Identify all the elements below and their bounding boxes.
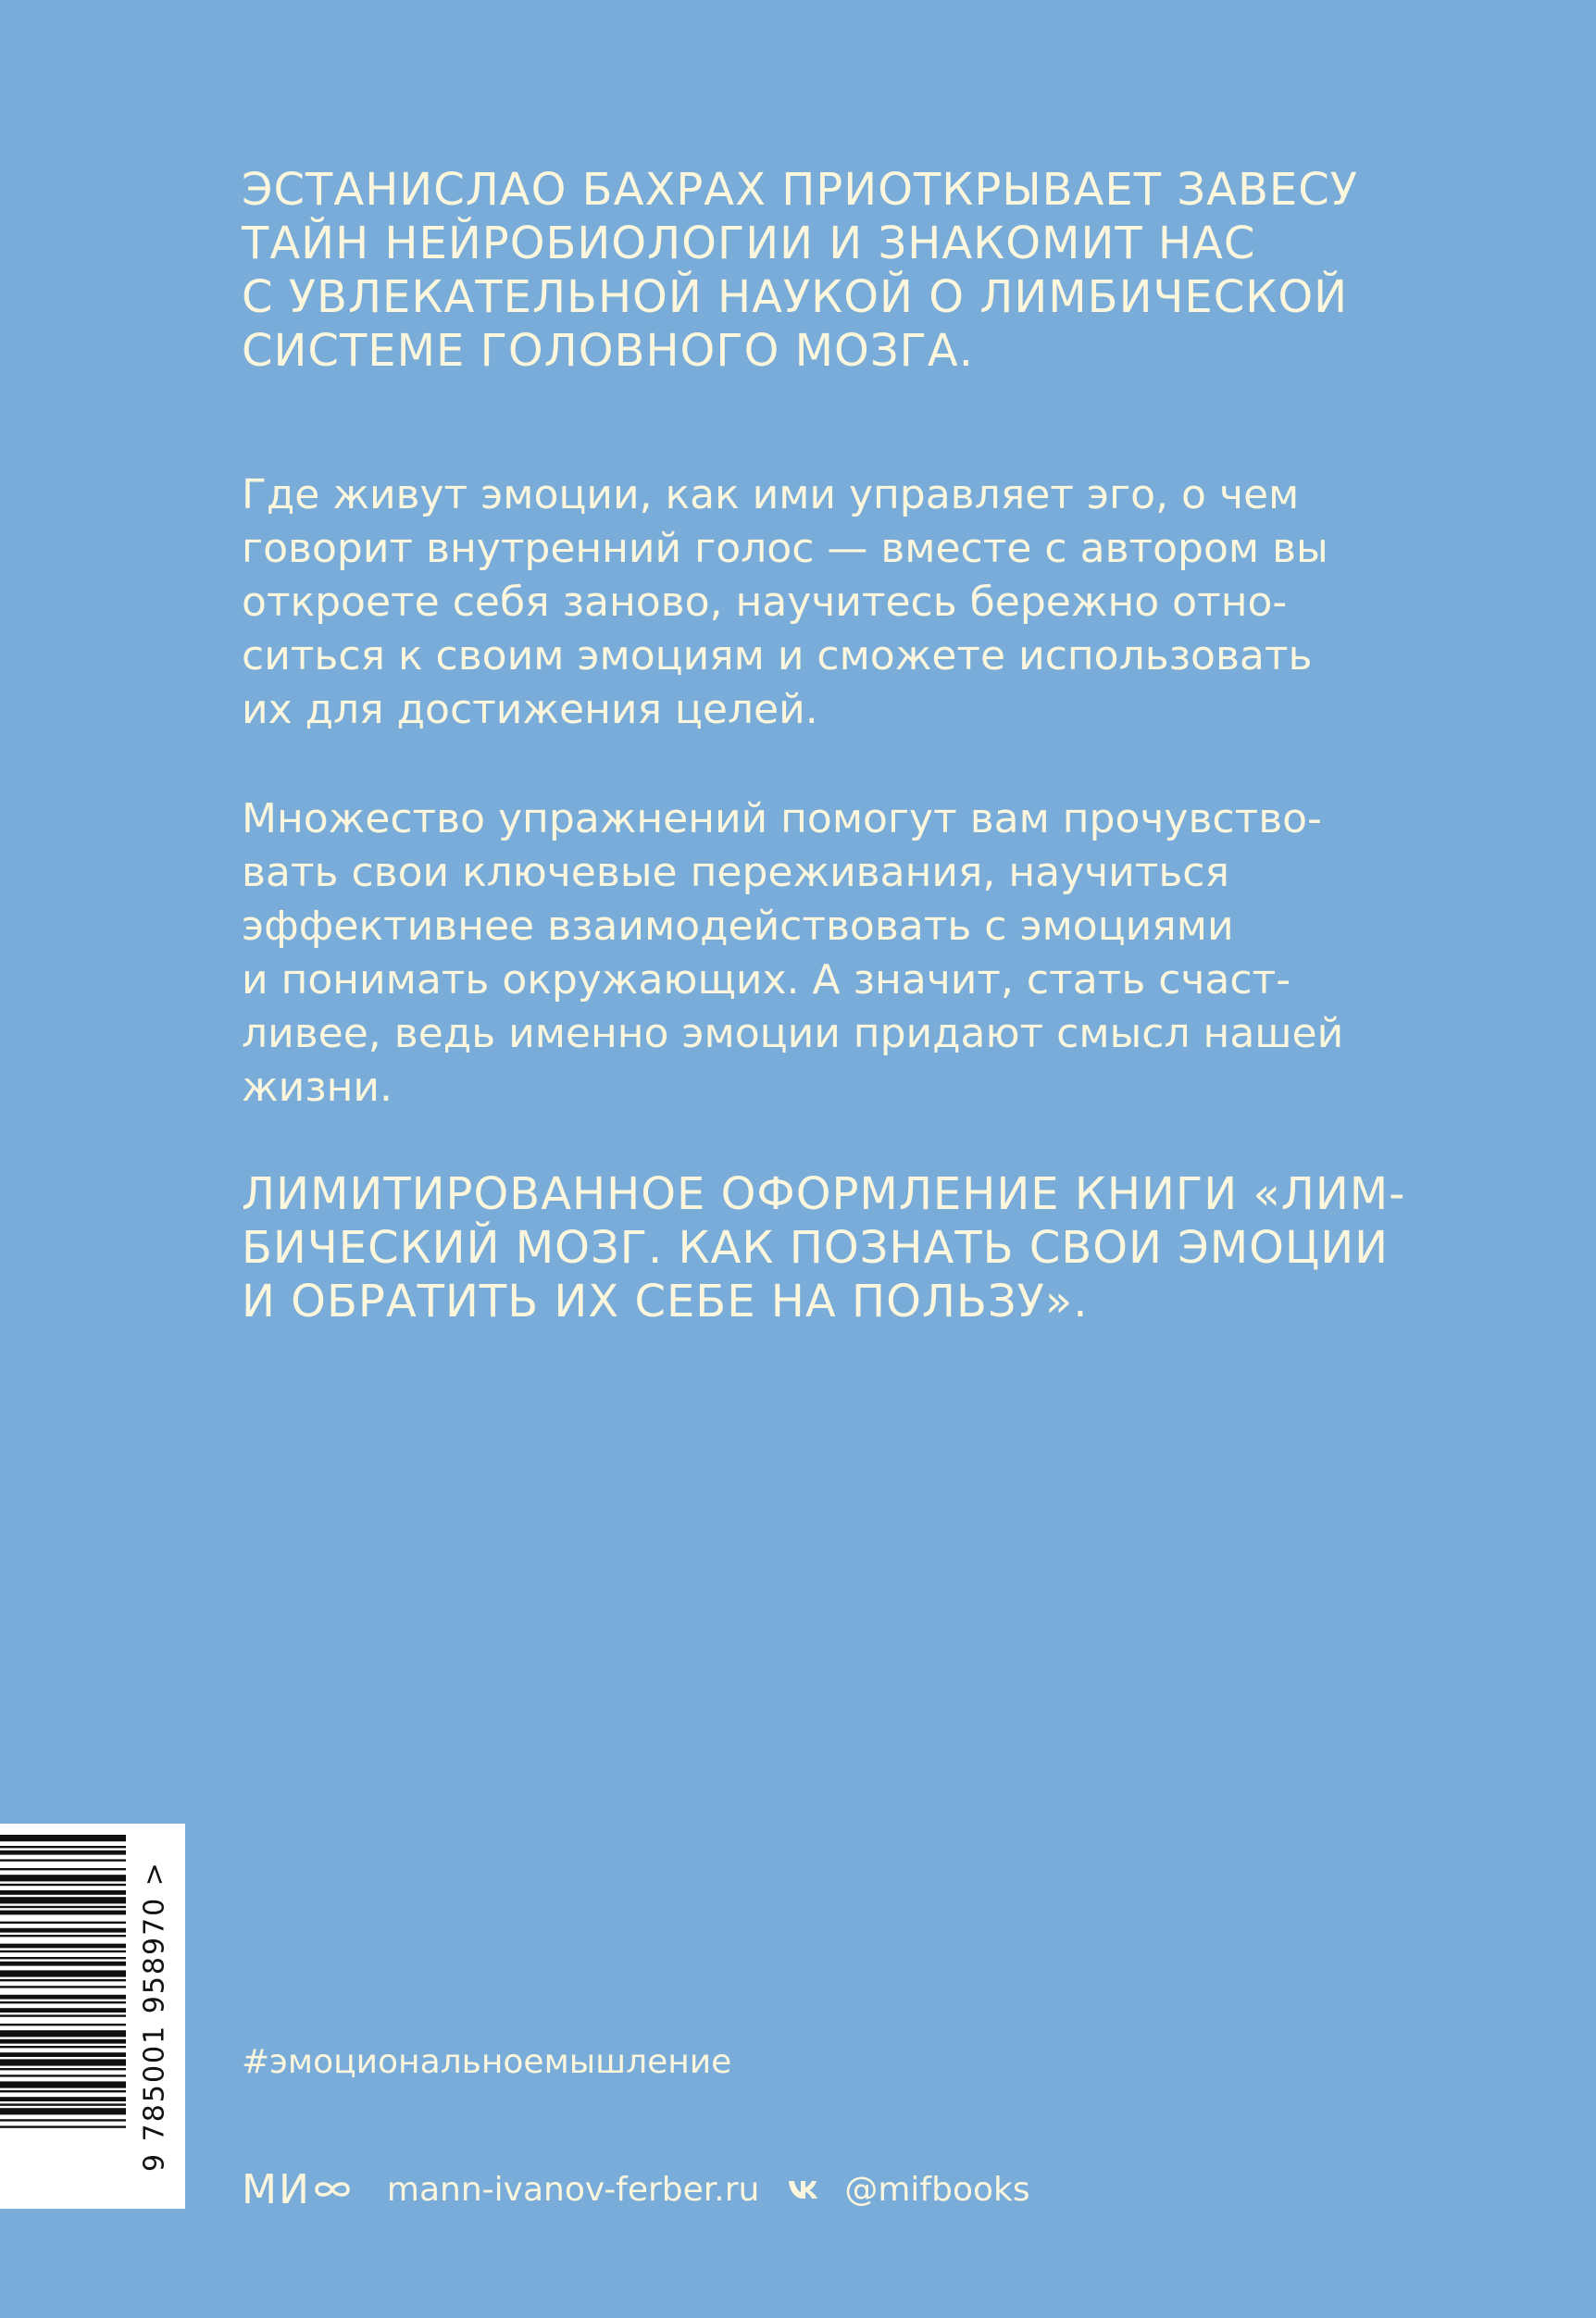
lead-paragraph: ЭСТАНИСЛАО БАХРАХ ПРИОТКРЫВАЕТ ЗАВЕСУ ТАЙН НЕЙРОБИОЛОГИИ И ЗНАКОМИТ НАС С УВЛЕКАТЕЛЬНОЙ НАУКОЙ О ЛИМБИЧЕСКОЙ СИСТЕМЕ ГОЛОВНОГО МОЗГА. — [242, 164, 1358, 377]
barcode-bar — [0, 2024, 126, 2025]
barcode-bar — [0, 1986, 126, 1988]
barcode-bar — [0, 2081, 126, 2087]
publisher-logo — [242, 2166, 352, 2213]
barcode-bar — [0, 2014, 126, 2016]
barcode-bar — [0, 1911, 126, 1915]
barcode-bar — [0, 2125, 126, 2127]
barcode-bar — [0, 1897, 126, 1903]
barcode-bars — [0, 1824, 130, 2209]
hashtag: #эмоциональноемышление — [242, 2043, 732, 2081]
barcode-bar — [0, 1884, 126, 1886]
barcode-bar — [0, 1995, 126, 2000]
barcode-bar — [0, 1962, 126, 1966]
barcode-bar — [0, 1979, 126, 1981]
barcode-bar — [0, 2039, 126, 2044]
barcode-bar — [0, 1851, 126, 1855]
infinity-icon — [313, 2176, 352, 2202]
isbn-barcode — [0, 1824, 185, 2209]
barcode-bar — [0, 2119, 126, 2121]
barcode-bar — [0, 1944, 126, 1949]
barcode-bar — [0, 2008, 126, 2013]
barcode-bar — [0, 2108, 126, 2114]
barcode-bar — [0, 1970, 126, 1976]
social-handle: @mifbooks — [844, 2170, 1030, 2209]
barcode-bar — [0, 1859, 126, 1861]
barcode-bar — [0, 1935, 126, 1937]
barcode-bar — [0, 1868, 126, 1870]
barcode-bar — [0, 2059, 126, 2065]
barcode-bar — [0, 2068, 126, 2070]
barcode-bar — [0, 2103, 126, 2105]
isbn-number — [132, 1833, 177, 2200]
barcode-bar — [0, 1928, 126, 1933]
barcode-bar — [0, 2001, 126, 2003]
publisher-logo-text: МИ — [242, 2165, 311, 2213]
description-paragraph: Где живут эмоции, как ими управляет эго, о чем говорит внутренний голос — вместе с автором вы откроете себя заново, научитесь бережно отно- ситься к своим эмоциям и сможете использовать их для достижения целей. — [242, 471, 1328, 733]
isbn-digits: 9 785001 958970 > — [138, 1861, 171, 2172]
barcode-bar — [0, 1906, 126, 1908]
barcode-bar — [0, 1890, 126, 1895]
barcode-bar — [0, 2030, 126, 2037]
barcode-bar — [0, 2097, 126, 2101]
barcode-bar — [0, 1950, 126, 1952]
publisher-website: mann-ivanov-ferber.ru — [386, 2170, 760, 2209]
exercises-paragraph: Множество упражнений помогут вам прочувство- вать свои ключевые переживания, научиться эффективнее взаимодействовать с эмоциями и понимать окружающих. А значит, стать счаст- ливее, ведь именно эмоции придают смысл нашей жизни. — [242, 795, 1344, 1111]
vk-icon — [787, 2178, 824, 2200]
barcode-bar — [0, 1957, 126, 1959]
barcode-bar — [0, 1846, 126, 1848]
barcode-bar — [0, 2090, 126, 2092]
publisher-footer — [242, 2166, 1030, 2212]
barcode-bar — [0, 2075, 126, 2076]
barcode-bar — [0, 1922, 126, 1924]
barcode-bar — [0, 1875, 126, 1881]
edition-note: ЛИМИТИРОВАННОЕ ОФОРМЛЕНИЕ КНИГИ «ЛИМ- БИЧЕСКИЙ МОЗГ. КАК ПОЗНАТЬ СВОИ ЭМОЦИИ И ОБРАТИТЬ ИХ СЕБЕ НА ПОЛЬЗУ». — [242, 1168, 1406, 1327]
barcode-bar — [0, 1835, 126, 1841]
barcode-bar — [0, 2052, 126, 2057]
barcode-bar — [0, 2046, 126, 2048]
